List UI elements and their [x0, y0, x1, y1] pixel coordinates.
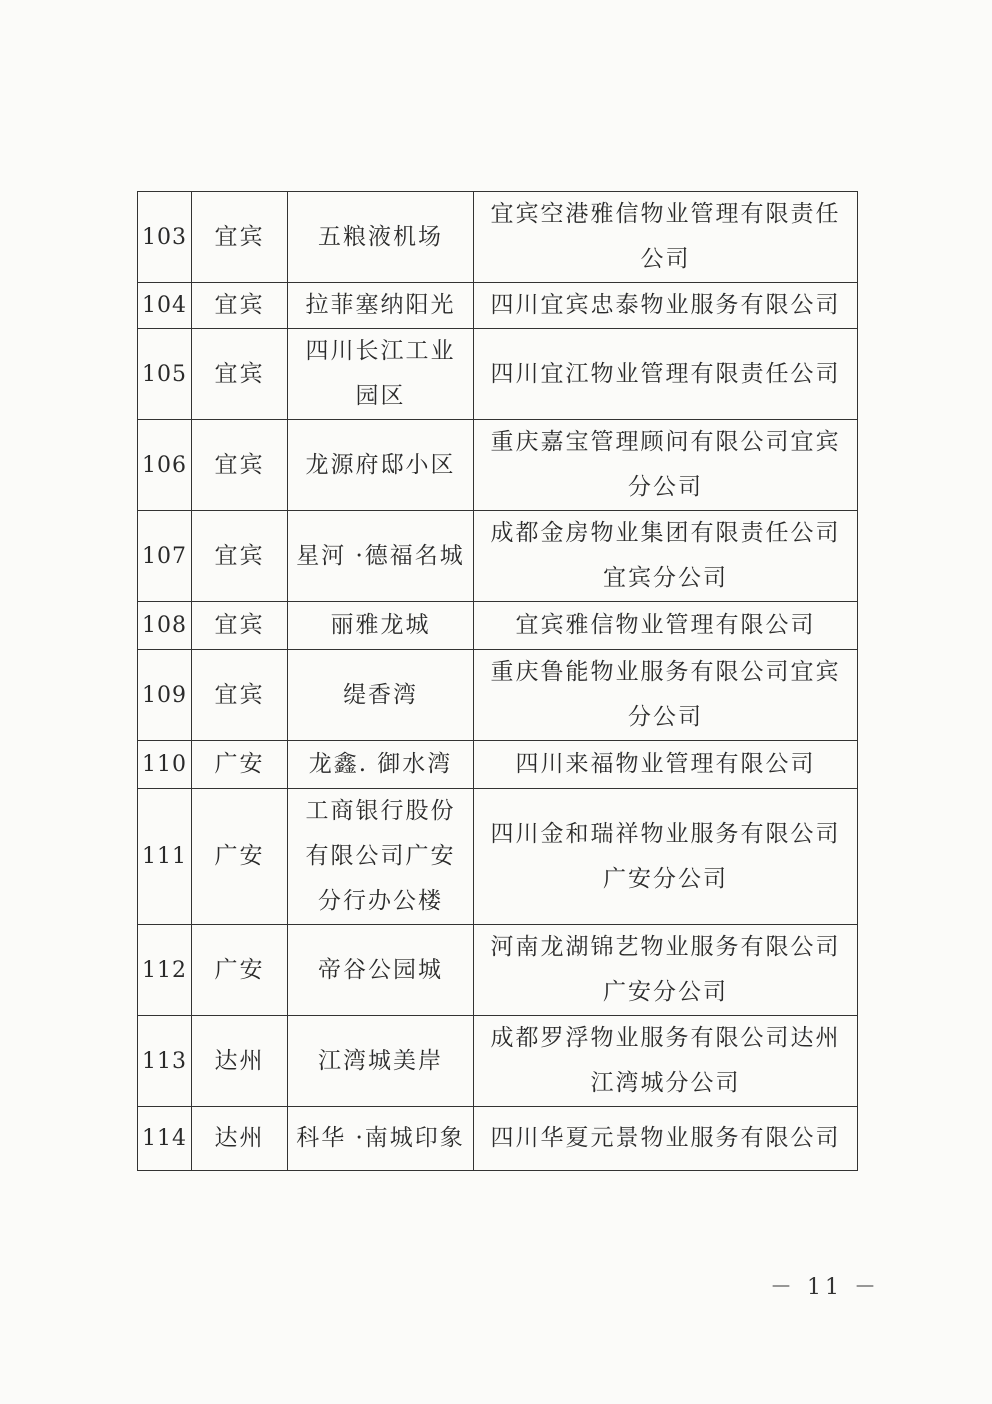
table-row	[138, 650, 858, 741]
project-name-cell: 丽雅龙城	[288, 602, 474, 650]
company-name-cell: 河南龙湖锦艺物业服务有限公司广安分公司	[474, 925, 858, 1016]
city-cell: 宜宾	[192, 420, 288, 511]
row-number: 112	[138, 925, 192, 1016]
row-number: 105	[138, 329, 192, 420]
project-name-cell: 龙源府邸小区	[288, 420, 474, 511]
table-row	[138, 420, 858, 511]
project-name-cell: 五粮液机场	[288, 192, 474, 283]
property-list-table	[137, 191, 858, 1171]
project-name-cell: 星河 ·德福名城	[288, 511, 474, 602]
city-cell: 宜宾	[192, 192, 288, 283]
city-cell: 广安	[192, 925, 288, 1016]
company-name-cell: 四川宜宾忠泰物业服务有限公司	[474, 283, 858, 329]
company-name-cell: 成都罗浮物业服务有限公司达州江湾城分公司	[474, 1016, 858, 1107]
company-name-cell: 重庆鲁能物业服务有限公司宜宾分公司	[474, 650, 858, 741]
table-row	[138, 602, 858, 650]
city-cell: 宜宾	[192, 283, 288, 329]
table-row	[138, 925, 858, 1016]
project-name-cell: 龙鑫. 御水湾	[288, 741, 474, 789]
company-name-cell: 四川来福物业管理有限公司	[474, 741, 858, 789]
row-number: 113	[138, 1016, 192, 1107]
company-name-cell: 成都金房物业集团有限责任公司宜宾分公司	[474, 511, 858, 602]
city-cell: 宜宾	[192, 329, 288, 420]
row-number: 106	[138, 420, 192, 511]
city-cell: 达州	[192, 1016, 288, 1107]
table-row	[138, 329, 858, 420]
city-cell: 宜宾	[192, 650, 288, 741]
city-cell: 宜宾	[192, 511, 288, 602]
row-number: 110	[138, 741, 192, 789]
table-row	[138, 1016, 858, 1107]
company-name-cell: 四川金和瑞祥物业服务有限公司广安分公司	[474, 789, 858, 925]
company-name-cell: 四川宜江物业管理有限责任公司	[474, 329, 858, 420]
row-number: 103	[138, 192, 192, 283]
city-cell: 宜宾	[192, 602, 288, 650]
table-row	[138, 741, 858, 789]
city-cell: 广安	[192, 741, 288, 789]
row-number: 111	[138, 789, 192, 925]
row-number: 104	[138, 283, 192, 329]
table-row	[138, 192, 858, 283]
project-name-cell: 拉菲塞纳阳光	[288, 283, 474, 329]
table-row	[138, 1107, 858, 1171]
company-name-cell: 四川华夏元景物业服务有限公司	[474, 1107, 858, 1171]
page-number: － 11 －	[770, 1275, 880, 1300]
project-name-cell: 科华 ·南城印象	[288, 1107, 474, 1171]
project-name-cell: 帝谷公园城	[288, 925, 474, 1016]
row-number: 108	[138, 602, 192, 650]
project-name-cell: 四川长江工业园区	[288, 329, 474, 420]
project-name-cell: 江湾城美岸	[288, 1016, 474, 1107]
company-name-cell: 重庆嘉宝管理顾问有限公司宜宾分公司	[474, 420, 858, 511]
row-number: 114	[138, 1107, 192, 1171]
city-cell: 广安	[192, 789, 288, 925]
row-number: 107	[138, 511, 192, 602]
city-cell: 达州	[192, 1107, 288, 1171]
table-row	[138, 789, 858, 925]
company-name-cell: 宜宾雅信物业管理有限公司	[474, 602, 858, 650]
table-row	[138, 283, 858, 329]
project-name-cell: 缇香湾	[288, 650, 474, 741]
table-row	[138, 511, 858, 602]
project-name-cell: 工商银行股份有限公司广安分行办公楼	[288, 789, 474, 925]
row-number: 109	[138, 650, 192, 741]
company-name-cell: 宜宾空港雅信物业管理有限责任公司	[474, 192, 858, 283]
